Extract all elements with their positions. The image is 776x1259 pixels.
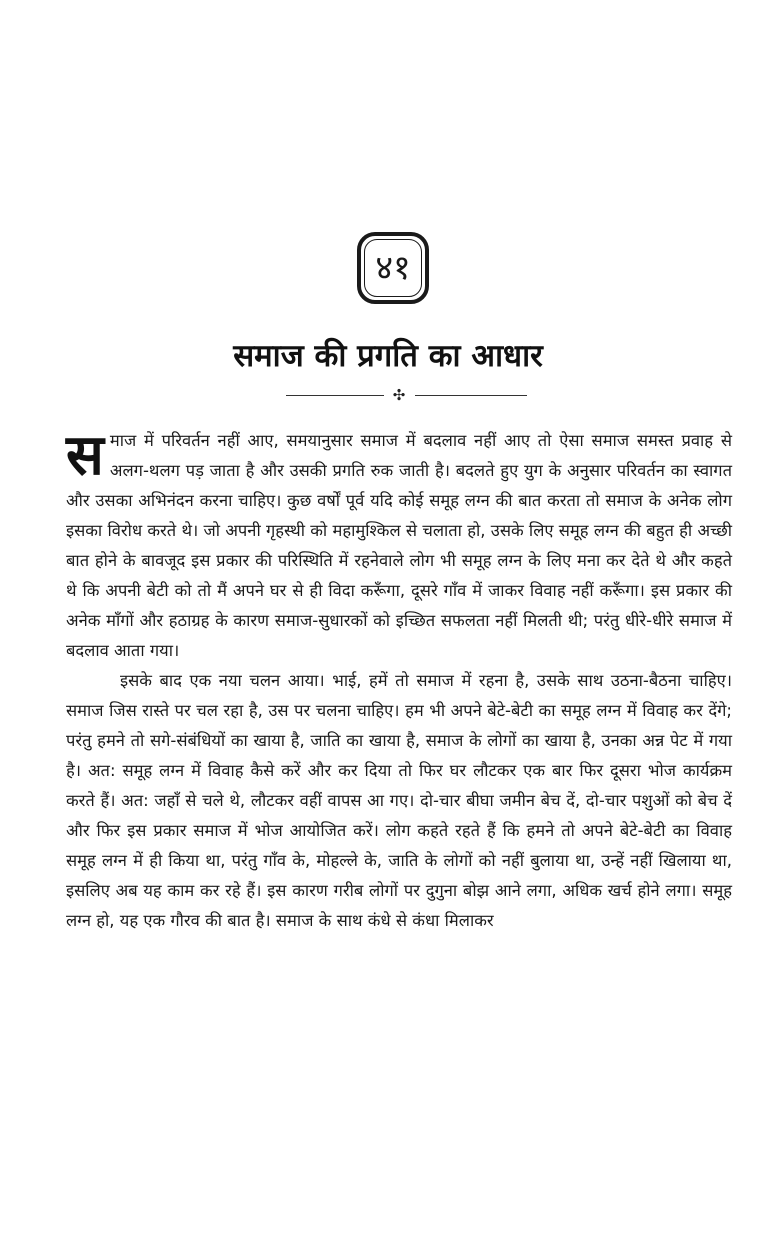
body-text (66, 423, 732, 936)
title-ornament (0, 385, 776, 405)
chapter-title: समाज की प्रगति का आधार (233, 338, 543, 374)
chapter-number-badge (357, 232, 429, 304)
paragraph-1 (66, 423, 732, 666)
ornament-mark-icon: ✣ (392, 386, 406, 404)
chapter-number: ४१ (375, 248, 411, 288)
ornament-rule-right (415, 395, 527, 396)
paragraph-1-text: माज में परिवर्तन नहीं आए, समयानुसार समाज में बदलाव नहीं आए तो ऐसा समाज समस्त प्रवाह से अलग-थलग पड़ जाता है और उसकी प्रगति रुक जाती है। बदलते हुए युग के अनुसार परिवर्तन का स्वागत और उसका अभिनंदन करना चाहिए। कुछ वर्षों पूर्व यदि कोई समूह लग्न की बात करता तो समाज के अनेक लोग इसका विरोध करते थे। जो अपनी गृहस्थी को महामुश्किल से चलाता हो, उसके लिए समूह लग्न की बहुत ही अच्छी बात होने के बावजूद इस प्रकार की परिस्थिति में रहनेवाले लोग भी समूह लग्न के लिए मना कर देते थे और कहते थे कि अपनी बेटी को तो मैं अपने घर से ही विदा करूँगा, दूसरे गाँव में जाकर विवाह नहीं करूँगा। इस प्रकार की अनेक माँगों और हठाग्रह के कारण समाज-सुधारकों को इच्छित सफलता नहीं मिलती थी; परंतु धीरे-धीरे समाज में बदलाव आता गया। (66, 431, 732, 660)
ornament-rule-left (286, 395, 384, 396)
paragraph-2: इसके बाद एक नया चलन आया। भाई, हमें तो समाज में रहना है, उसके साथ उठना-बैठना चाहिए। समाज जिस रास्ते पर चल रहा है, उस पर चलना चाहिए। हम भी अपने बेटे-बेटी का समूह लग्न में विवाह कर देंगे; परंतु हमने तो सगे-संबंधियों का खाया है, जाति का खाया है, समाज के लोगों का खाया है, उनका अन्न पेट में गया है। अत: समूह लग्न में विवाह कैसे करें और कर दिया तो फिर घर लौटकर एक बार फिर दूसरा भोज कार्यक्रम करते हैं। अत: जहाँ से चले थे, लौटकर वहीं वापस आ गए। दो-चार बीघा जमीन बेच दें, दो-चार पशुओं को बेच दें और फिर इस प्रकार समाज में भोज आयोजित करें। लोग कहते रहते हैं कि हमने तो अपने बेटे-बेटी का विवाह समूह लग्न में ही किया था, परंतु गाँव के, मोहल्ले के, जाति के लोगों को नहीं बुलाया था, उन्हें नहीं खिलाया था, इसलिए अब यह काम कर रहे हैं। इस कारण गरीब लोगों पर दुगुना बोझ आने लगा, अधिक खर्च होने लगा। समूह लग्न हो, यह एक गौरव की बात है। समाज के साथ कंधे से कंधा मिलाकर (66, 671, 732, 930)
drop-cap: स (66, 423, 104, 488)
